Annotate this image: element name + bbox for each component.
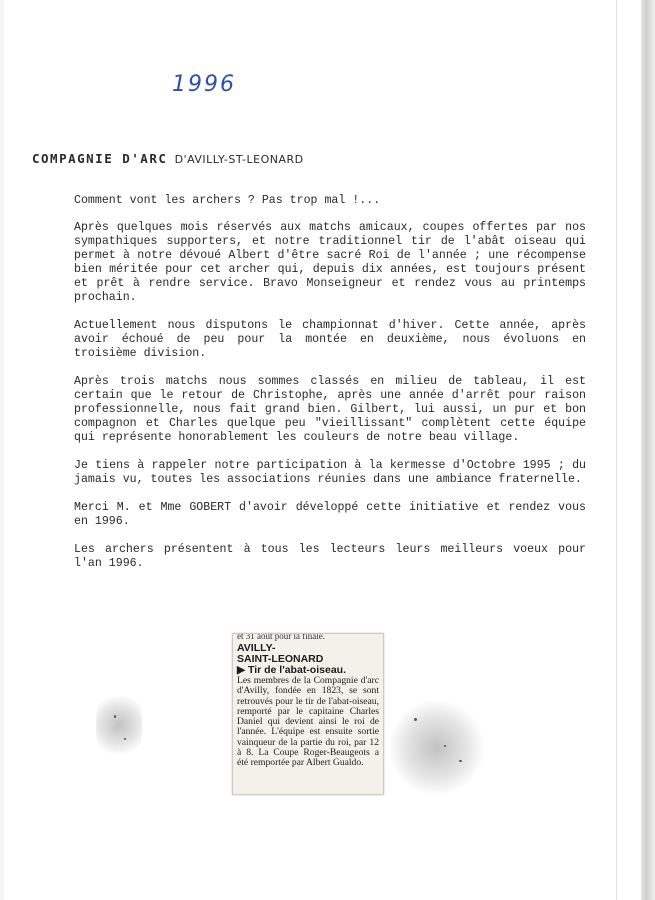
plastic-sleeve-edge: [641, 0, 655, 900]
newspaper-clipping: [232, 633, 384, 795]
clipping-town-line1: AVILLY-: [237, 642, 276, 654]
stain-speck: [124, 738, 126, 740]
clipping-cut-line: et 31 août pour la finale.: [237, 633, 325, 641]
stain-speck: [414, 718, 417, 721]
glue-stain-right: [389, 700, 484, 795]
clipping-subhead: ▶ Tir de l'abat-oiseau.: [237, 664, 346, 676]
glue-stain-left: [96, 690, 142, 760]
paragraph: Actuellement nous disputons le championnat d'hiver. Cette année, après avoir échoué de peu pour la montée en deuxième, nous évoluons en troisième division.: [74, 319, 586, 360]
plastic-sleeve-fold: [616, 0, 617, 900]
paragraph: Les archers présentent à tous les lecteurs leurs meilleurs voeux pour l'an 1996.: [74, 543, 586, 570]
heading-title: COMPAGNIE D'ARC: [32, 151, 168, 166]
paragraph: Après quelques mois réservés aux matchs amicaux, coupes offertes par nos sympathiques supporters, et notre traditionnel tir de l'abât oiseau qui permet à notre dévoué Albert d'être sacré Roi de l'année ; une récompense bien méritée pour cet archer qui, depuis dix années, est toujours présent et prêt à rendre service. Bravo Monseigneur et rendez vous au printemps prochain.: [74, 221, 586, 304]
stain-speck: [114, 715, 116, 718]
page-heading: [32, 151, 632, 167]
clipping-town-line2: SAINT-LEONARD: [237, 653, 324, 665]
clipping-text: Les membres de la Compagnie d'arc d'Avilly, fondée en 1823, se sont retrouvés pour le tir de l'abat-oiseau, remporté par le capitaine Charles Daniel qui devient ainsi le roi de l'année. L'équipe est ensuite sortie vainqueur de la partie du roi, par 12 à 8. La Coupe Roger-Beaugeots a été remportée par Albert Gualdo.: [237, 675, 379, 769]
handwritten-year: 1996: [172, 72, 236, 97]
paragraph: Comment vont les archers ? Pas trop mal !...: [74, 194, 381, 207]
heading-location: D'AVILLY-ST-LEONARD: [174, 153, 304, 166]
stain-speck: [444, 745, 446, 747]
paragraph: Après trois matchs nous sommes classés en milieu de tableau, il est certain que le retour de Christophe, après une année d'arrêt pour raison professionnelle, nous fait grand bien. Gilbert, lui aussi, un pur et bon compagnon et Charles quelque peu "vieillissant" complètent cette équipe qui représente honorablement les couleurs de notre beau village.: [74, 375, 586, 444]
stain-speck: [459, 760, 462, 762]
article-body: [74, 194, 586, 585]
document-page: [4, 0, 644, 900]
paragraph: Merci M. et Mme GOBERT d'avoir développé cette initiative et rendez vous en 1996.: [74, 501, 586, 528]
paragraph: Je tiens à rappeler notre participation à la kermesse d'Octobre 1995 ; du jamais vu, toutes les associations réunies dans une ambiance fraternelle.: [74, 459, 586, 486]
